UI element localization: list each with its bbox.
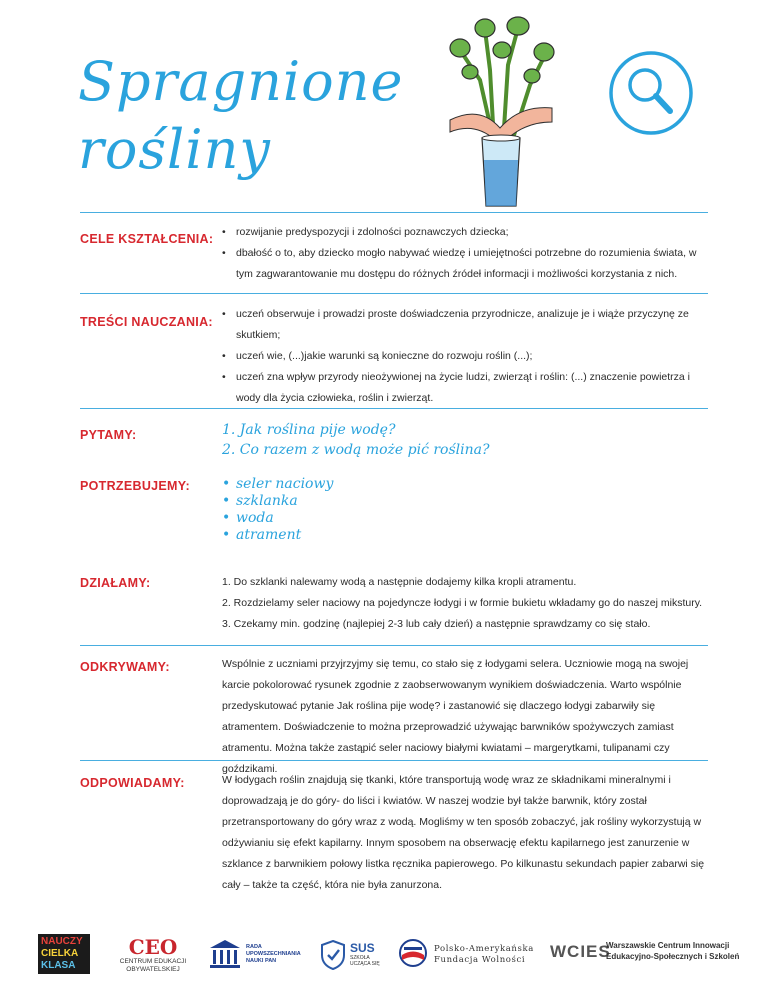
section-odkrywamy-content: [222, 654, 712, 780]
section-label-tresci: TREŚCI NAUCZANIA:: [80, 315, 213, 329]
section-odpowiadamy-content: [222, 770, 712, 896]
list-item: • atrament: [222, 527, 712, 544]
section-dzialamy-content: [222, 572, 712, 635]
list-item: • uczeń zna wpływ przyrody nieożywionej na życie ludzi, zwierząt i roślin: (...) znaczenie powietrza i wody dla życia człowieka, roślin i zwierząt.: [222, 367, 712, 409]
title-line-1: Spragnione: [78, 50, 404, 113]
logo-rada: RADA UPOWSZECHNIANIA NAUKI PAN: [208, 938, 298, 974]
question-item: 2. Co razem z wodą może pić roślina?: [222, 442, 490, 458]
section-label-odpowiadamy: ODPOWIADAMY:: [80, 776, 185, 790]
logo-nauczyciel-klasa: NAUCZY CIELKA KLASA: [38, 934, 90, 974]
step-item: 2. Rozdzielamy seler naciowy na pojedyncze łodygi i w formie bukietu wkładamy go do naszej mikstury.: [222, 597, 703, 609]
logo-pafw: Polsko-Amerykańska Fundacja Wolności: [398, 938, 558, 974]
footer-logos: [38, 934, 738, 984]
logo-ceo: CEO CENTRUM EDUKACJI OBYWATELSKIEJ: [119, 935, 187, 973]
flag-icon: [398, 938, 428, 968]
list-item: • szklanka: [222, 493, 712, 510]
section-pytamy-content: [222, 420, 712, 460]
section-label-cele: CELE KSZTAŁCENIA:: [80, 232, 214, 246]
question-item: 1. Jak roślina pije wodę?: [222, 422, 396, 438]
title-line-2: rośliny: [78, 118, 271, 181]
list-item: • woda: [222, 510, 712, 527]
paragraph: W łodygach roślin znajdują się tkanki, które transportują wodę wraz ze składnikami mineralnymi i doprowadzają je do góry- do liści i kwiatów. W naszej wodzie był także barwnik, który został przetransportowany do góry wraz z wodą. Mogliśmy w ten sposób zobaczyć, jak rośliny wykorzystują w odżywianiu się efekt kapilarny. Innym sposobem na obserwację efektu kapilarnego jest zanurzenie w szklance z barwnikiem połowy listka ręcznika papierowego. Po kilkunastu sekundach papier zabarwi się cały – także ta część, która nie była zanurzona.: [222, 774, 705, 891]
shield-icon: [320, 940, 346, 970]
list-item: • rozwijanie predyspozycji i zdolności poznawczych dziecka;: [222, 222, 712, 243]
divider: [80, 293, 708, 294]
list-item: • dbałość o to, aby dziecko mogło nabywać wiedzę i umiejętności potrzebne do rozumienia świata, w tym zagwarantowanie mu dostępu do różnych źródeł informacji i możliwości korzystania z nich.: [222, 243, 712, 285]
list-item: • uczeń wie, (...)jakie warunki są konieczne do rozwoju roślin (...);: [222, 346, 712, 367]
section-cele-content: [222, 222, 712, 285]
logo-wcies-text: Warszawskie Centrum Innowacji Edukacyjno-Społecznych i Szkoleń: [606, 941, 740, 961]
section-label-dzialamy: DZIAŁAMY:: [80, 576, 151, 590]
divider: [80, 645, 708, 646]
section-potrzebujemy-content: [222, 476, 712, 544]
list-item: • seler naciowy: [222, 476, 712, 493]
divider: [80, 212, 708, 213]
paragraph: Wspólnie z uczniami przyjrzyjmy się temu, co stało się z łodygami selera. Uczniowie mogą na swojej karcie pokolorować rysunek zgodnie z zaobserwowanym wynikiem doświadczenia. Warto wspólnie przedyskutować pytanie Jak roślina pije wodę? i zastanowić się dlaczego łodygi zabarwiły się atramentem. Doświadczenie to można przeprowadzić używając barwników spożywczych zamiast atramentu. Można także zastąpić seler naciowy białymi kwiatami – margerytkami, tulipanami czy goździkami.: [222, 658, 689, 775]
magnifier-icon: [606, 48, 696, 138]
building-icon: [208, 938, 242, 970]
step-item: 3. Czekamy min. godzinę (najlepiej 2-3 lub cały dzień) a następnie sprawdzamy co się stało.: [222, 618, 651, 630]
logo-sus: SUS SZKOŁA UCZĄCA SIĘ: [320, 938, 380, 974]
section-label-pytamy: PYTAMY:: [80, 428, 137, 442]
list-item: • uczeń obserwuje i prowadzi proste doświadczenia przyrodnicze, analizuje je i wiąże przyczynę ze skutkiem;: [222, 304, 712, 346]
logo-wcies: WCIES: [550, 942, 611, 961]
section-label-potrzebujemy: POTRZEBUJEMY:: [80, 479, 190, 493]
celery-glass-illustration: [440, 10, 560, 210]
page-title: [78, 48, 403, 184]
step-item: 1. Do szklanki nalewamy wodą a następnie dodajemy kilka kropli atramentu.: [222, 576, 577, 588]
section-label-odkrywamy: ODKRYWAMY:: [80, 660, 170, 674]
section-tresci-content: [222, 304, 712, 409]
